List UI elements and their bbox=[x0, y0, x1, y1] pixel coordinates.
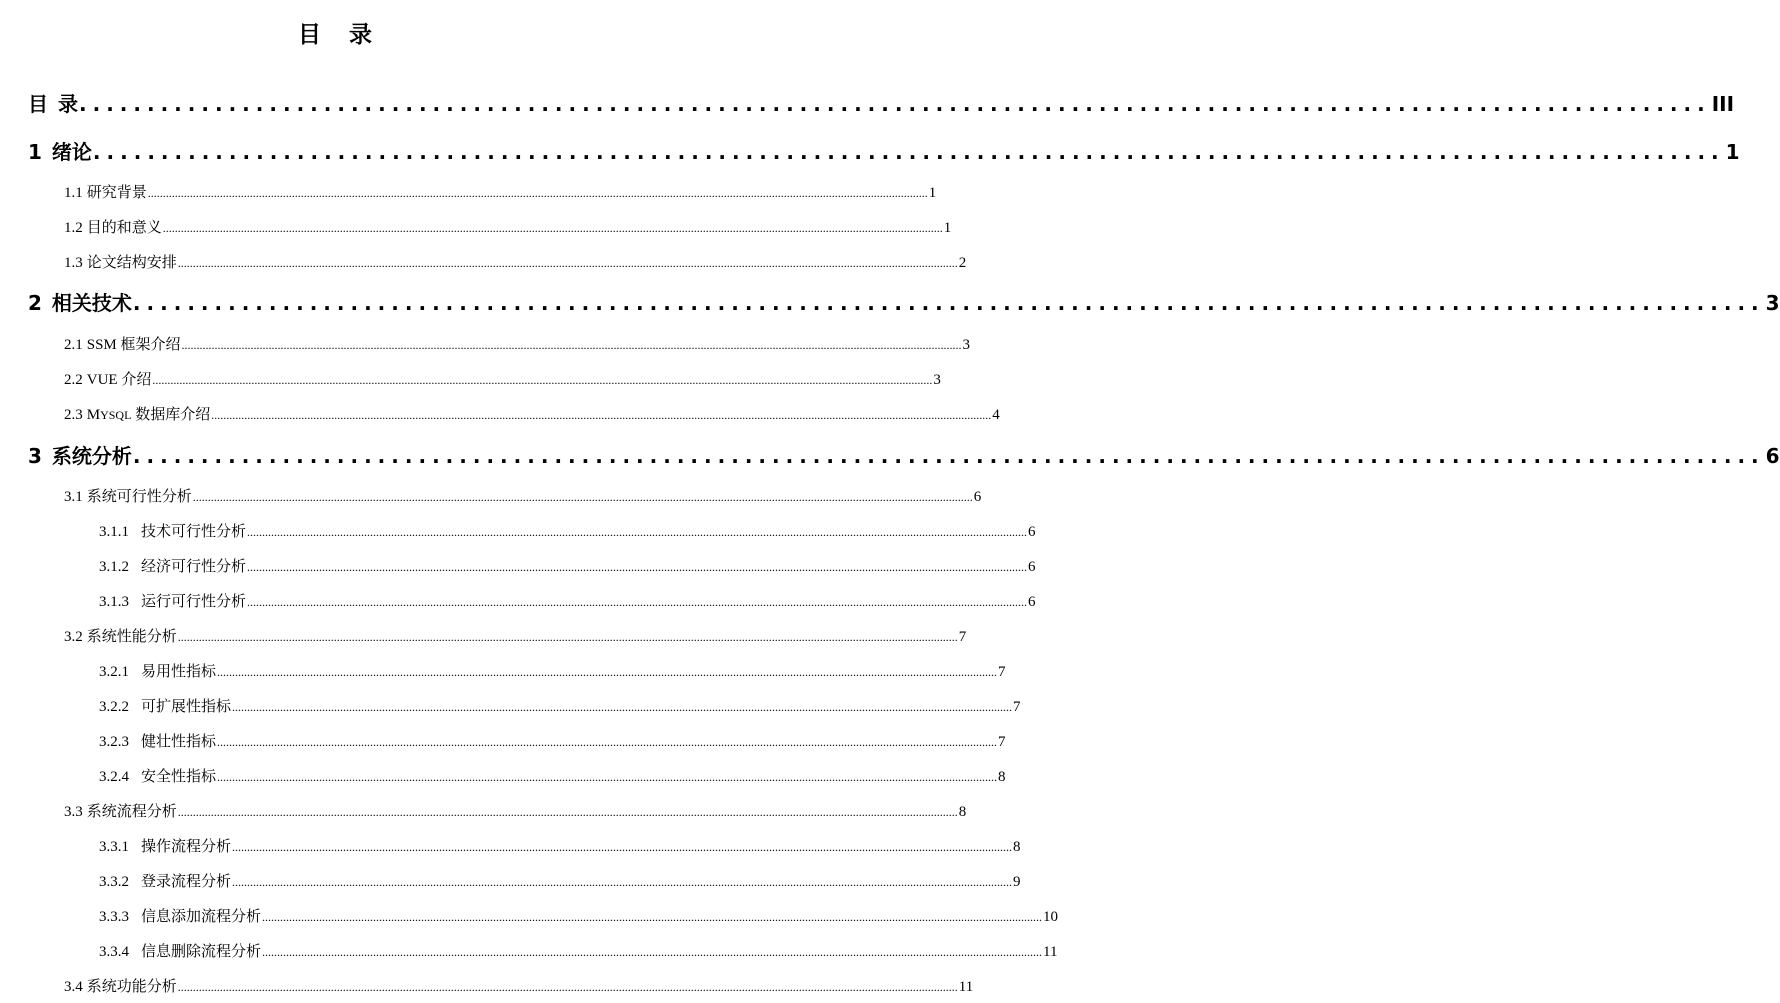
toc-entry[interactable] bbox=[64, 252, 967, 274]
toc-entry-text: 系统流程分析 bbox=[86, 804, 177, 820]
toc-entry-number: 3.2 bbox=[64, 629, 83, 645]
toc-entry-label bbox=[64, 404, 210, 426]
toc-leader-dots: ........................................................................................................................ bbox=[79, 92, 1711, 116]
toc-entry-number: 目 bbox=[28, 92, 48, 116]
toc-leader-dots: .................................................................................................................................................................................................................................................................... bbox=[177, 630, 958, 644]
toc-leader-dots: .................................................................................................................................................................................................................................................................... bbox=[211, 408, 992, 422]
toc-entry-number: 3.2.3 bbox=[99, 734, 129, 750]
toc-entry-text: 易用性指标 bbox=[141, 664, 217, 680]
toc-entry-text: 系统功能分析 bbox=[86, 979, 177, 995]
toc-page-number: 11 bbox=[1043, 944, 1058, 960]
toc-leader-dots: .................................................................................................................................................................................................................................................................... bbox=[147, 186, 928, 200]
toc-entry-text: 信息删除流程分析 bbox=[141, 944, 262, 960]
toc-entry-text: 研究背景 bbox=[86, 185, 147, 201]
toc-entry-text: MYSQL 数据库介绍 bbox=[86, 407, 211, 423]
toc-entry-number: 1.1 bbox=[64, 185, 83, 201]
toc-page-number: 1 bbox=[943, 220, 952, 236]
toc-entry-label bbox=[28, 90, 78, 118]
toc-entry-text: 录 bbox=[58, 92, 78, 116]
toc-entry-text: 可扩展性指标 bbox=[141, 699, 232, 715]
toc-page-number: 1 bbox=[1725, 140, 1740, 164]
toc-entry-text: 操作流程分析 bbox=[141, 839, 232, 855]
toc-page-number: 6 bbox=[1028, 559, 1036, 575]
toc-page-number: 3 bbox=[933, 372, 941, 388]
toc-entry[interactable] bbox=[28, 289, 1780, 317]
toc-entry-number: 3.1.3 bbox=[99, 594, 129, 610]
toc-entry-number: 3.2.2 bbox=[99, 699, 129, 715]
toc-entry-text: 系统性能分析 bbox=[86, 629, 177, 645]
toc-entry-label bbox=[99, 836, 231, 858]
toc-entry[interactable] bbox=[64, 801, 967, 823]
toc-entry[interactable] bbox=[99, 906, 1059, 928]
toc-entry[interactable] bbox=[64, 369, 941, 391]
toc-entry-number: 3.2.4 bbox=[99, 769, 129, 785]
toc-page-number: 11 bbox=[958, 979, 974, 995]
toc-entry-number: 3.3.1 bbox=[99, 839, 129, 855]
toc-leader-dots: .................................................................................................................................................................................................................................................................... bbox=[262, 945, 1043, 959]
toc-page-number: 7 bbox=[1013, 699, 1021, 715]
toc-leader-dots: .................................................................................................................................................................................................................................................................... bbox=[192, 490, 973, 504]
toc-leader-dots: .................................................................................................................................................................................................................................................................... bbox=[162, 221, 943, 235]
toc-entry-number: 2.1 bbox=[64, 337, 83, 353]
toc-entry-label bbox=[99, 556, 246, 578]
toc-entry-number: 2 bbox=[28, 291, 42, 315]
toc-entry-text: 经济可行性分析 bbox=[141, 559, 247, 575]
toc-leader-dots: ........................................................................................................................ bbox=[92, 140, 1725, 164]
page-title: 目 录 bbox=[297, 22, 382, 48]
toc-entry-label bbox=[64, 801, 177, 823]
toc-entry-text: 论文结构安排 bbox=[86, 255, 177, 271]
toc-entry[interactable] bbox=[99, 661, 1006, 683]
toc-page-number: 3 bbox=[1765, 291, 1780, 315]
toc-entry-number: 2.3 bbox=[64, 407, 83, 423]
toc-page-number: 7 bbox=[998, 734, 1006, 750]
toc-leader-dots: .................................................................................................................................................................................................................................................................... bbox=[262, 910, 1043, 924]
toc-page-number: 8 bbox=[1013, 839, 1021, 855]
toc-entry-label bbox=[64, 252, 177, 274]
toc-entry-number: 3.3.4 bbox=[99, 944, 129, 960]
toc-leader-dots: .................................................................................................................................................................................................................................................................... bbox=[247, 595, 1028, 609]
toc-entry-number: 3.3.2 bbox=[99, 874, 129, 890]
toc-entry-label bbox=[64, 217, 162, 239]
toc-entry-number: 3.3.3 bbox=[99, 909, 129, 925]
toc-entry-label bbox=[99, 521, 246, 543]
toc-entry[interactable] bbox=[99, 731, 1006, 753]
toc-page-number: 7 bbox=[998, 664, 1006, 680]
toc-page-number: 7 bbox=[958, 629, 967, 645]
toc-entry-label bbox=[28, 289, 132, 317]
toc-entry-text: 绪论 bbox=[51, 140, 92, 164]
toc-entry[interactable] bbox=[28, 442, 1780, 470]
toc-leader-dots: .................................................................................................................................................................................................................................................................... bbox=[232, 840, 1013, 854]
toc-entry[interactable] bbox=[99, 766, 1006, 788]
toc-entry-label bbox=[99, 906, 261, 928]
toc-leader-dots: .................................................................................................................................................................................................................................................................... bbox=[152, 373, 933, 387]
toc-page-number: 6 bbox=[1028, 594, 1036, 610]
toc-entry[interactable] bbox=[64, 486, 982, 508]
toc-entry-number: 3.2.1 bbox=[99, 664, 129, 680]
toc-entry-text: 技术可行性分析 bbox=[141, 524, 247, 540]
toc-leader-dots: .................................................................................................................................................................................................................................................................... bbox=[217, 770, 998, 784]
toc-entry-text: 信息添加流程分析 bbox=[141, 909, 262, 925]
toc-entry-number: 3.1 bbox=[64, 489, 83, 505]
toc-entry-label bbox=[64, 369, 151, 391]
toc-leader-dots: .................................................................................................................................................................................................................................................................... bbox=[177, 256, 958, 270]
toc-entry-label bbox=[64, 976, 177, 998]
toc-entry-number: 3.1.2 bbox=[99, 559, 129, 575]
toc-entry-label bbox=[28, 442, 132, 470]
toc-entry[interactable] bbox=[99, 521, 1036, 543]
toc-entry-text: 相关技术 bbox=[51, 291, 132, 315]
toc-entry[interactable] bbox=[28, 90, 1735, 118]
toc-page-number: 3 bbox=[962, 337, 971, 353]
toc-entry-text: 运行可行性分析 bbox=[141, 594, 247, 610]
toc-entry-text: 系统分析 bbox=[51, 444, 132, 468]
toc-entry-text: 目的和意义 bbox=[86, 220, 162, 236]
toc-page-number: III bbox=[1711, 92, 1735, 116]
toc-entry-number: 3.1.1 bbox=[99, 524, 129, 540]
toc-page-number: 1 bbox=[928, 185, 937, 201]
toc-leader-dots: .................................................................................................................................................................................................................................................................... bbox=[247, 560, 1028, 574]
toc-leader-dots: ........................................................................................................................ bbox=[132, 291, 1765, 315]
toc-entry-text: VUE 介绍 bbox=[86, 372, 152, 388]
toc-page-number: 6 bbox=[973, 489, 982, 505]
toc-page-number: 8 bbox=[998, 769, 1006, 785]
toc-entry-label bbox=[99, 941, 261, 963]
toc-entry-text: SSM 框架介绍 bbox=[86, 337, 181, 353]
toc-leader-dots: .................................................................................................................................................................................................................................................................... bbox=[217, 665, 998, 679]
toc-page-number: 8 bbox=[958, 804, 967, 820]
toc-page-number: 6 bbox=[1765, 444, 1780, 468]
toc-entry-text: 登录流程分析 bbox=[141, 874, 232, 890]
toc-entry-label bbox=[64, 626, 177, 648]
toc-leader-dots: ........................................................................................................................ bbox=[132, 444, 1765, 468]
toc-entry[interactable] bbox=[64, 217, 952, 239]
toc-entry-label bbox=[64, 334, 181, 356]
toc-entry[interactable] bbox=[99, 696, 1021, 718]
toc-leader-dots: .................................................................................................................................................................................................................................................................... bbox=[177, 805, 958, 819]
toc-entry[interactable] bbox=[64, 404, 1000, 426]
toc-entry-text: 安全性指标 bbox=[141, 769, 217, 785]
toc-page-number: 10 bbox=[1043, 909, 1059, 925]
toc-entry[interactable] bbox=[99, 836, 1021, 858]
toc-entry[interactable] bbox=[99, 941, 1058, 963]
toc-entry[interactable] bbox=[99, 591, 1036, 613]
toc-leader-dots: .................................................................................................................................................................................................................................................................... bbox=[177, 980, 958, 994]
toc-entry-label bbox=[99, 696, 231, 718]
toc-entry[interactable] bbox=[64, 626, 967, 648]
toc-entry-number: 1 bbox=[28, 140, 42, 164]
toc-entry-text: 系统可行性分析 bbox=[86, 489, 192, 505]
toc-entry-number: 3 bbox=[28, 444, 42, 468]
toc-leader-dots: .................................................................................................................................................................................................................................................................... bbox=[217, 735, 998, 749]
toc-leader-dots: .................................................................................................................................................................................................................................................................... bbox=[181, 338, 962, 352]
toc-entry-number: 3.4 bbox=[64, 979, 83, 995]
toc-entry-label bbox=[99, 731, 216, 753]
toc-page-number: 9 bbox=[1013, 874, 1021, 890]
toc-entry-label bbox=[64, 486, 192, 508]
toc-entry-label bbox=[99, 871, 231, 893]
toc-leader-dots: .................................................................................................................................................................................................................................................................... bbox=[232, 700, 1013, 714]
toc-entry-number: 3.3 bbox=[64, 804, 83, 820]
toc-leader-dots: .................................................................................................................................................................................................................................................................... bbox=[232, 875, 1013, 889]
toc-leader-dots: .................................................................................................................................................................................................................................................................... bbox=[247, 525, 1028, 539]
toc-entry[interactable] bbox=[28, 138, 1740, 166]
toc-entry-label bbox=[28, 138, 92, 166]
toc-entry[interactable] bbox=[99, 556, 1036, 578]
toc-page-number: 6 bbox=[1028, 524, 1036, 540]
toc-entry-label bbox=[99, 591, 246, 613]
toc-entry-label bbox=[99, 661, 216, 683]
toc-entry[interactable] bbox=[64, 334, 971, 356]
toc-entry-number: 1.2 bbox=[64, 220, 83, 236]
toc-entry[interactable] bbox=[64, 976, 974, 998]
toc-entry-label bbox=[64, 182, 147, 204]
toc-entry-label bbox=[99, 766, 216, 788]
toc-entry[interactable] bbox=[64, 182, 937, 204]
toc-entry-text: 健壮性指标 bbox=[141, 734, 217, 750]
toc-entry-number: 2.2 bbox=[64, 372, 83, 388]
toc-page-number: 2 bbox=[958, 255, 967, 271]
toc-entry-number: 1.3 bbox=[64, 255, 83, 271]
toc-entry[interactable] bbox=[99, 871, 1021, 893]
toc-page-number: 4 bbox=[992, 407, 1000, 423]
